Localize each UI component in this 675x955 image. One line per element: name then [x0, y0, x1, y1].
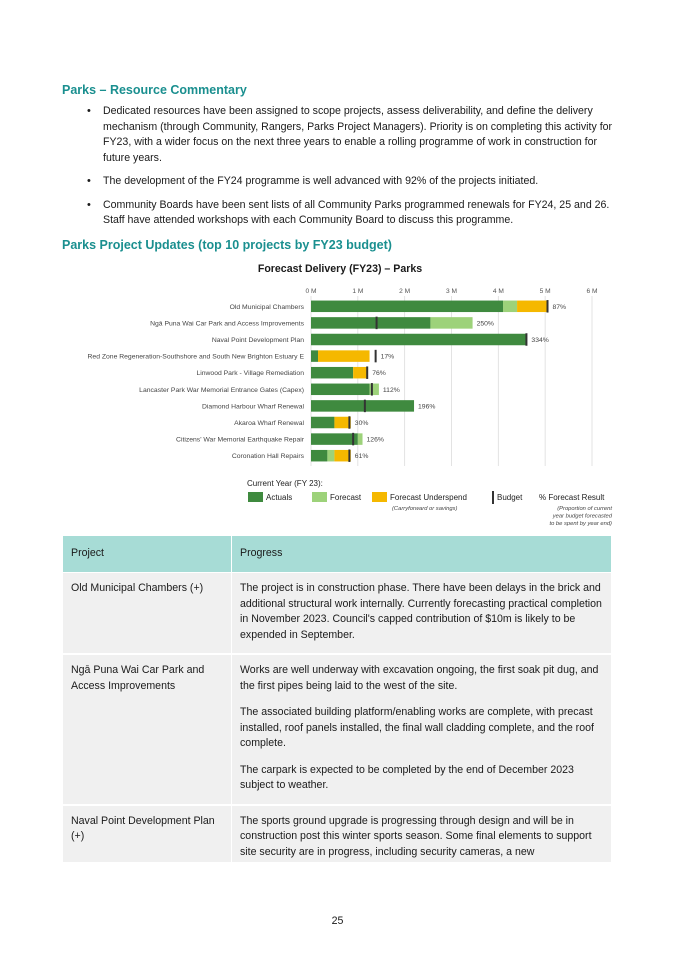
progress-paragraph: The sports ground upgrade is progressing through design and will be in construction post this winter sports season. Some final elements to support site security are in progress, including security cameras, a new: [240, 814, 592, 858]
legend-label: Forecast: [330, 493, 362, 502]
result-label: 76%: [372, 370, 386, 378]
project-progress-table: [62, 535, 612, 862]
progress-cell: [232, 654, 612, 805]
bullet-item: • Dedicated resources have been assigned to scope projects, assess deliverability, and define the delivery mechanism (through Community, Rangers, Parks Project Managers). Priority is on completing this activity for FY23, with a wider focus on the next three years to enable a rolling programme of work in construction for future years.: [62, 104, 622, 166]
result-label: 61%: [354, 453, 369, 461]
resource-commentary-heading: Parks – Resource Commentary: [62, 83, 247, 97]
category-label: Red Zone Regeneration-Southshore and South New Brighton Estuary E: [87, 353, 304, 361]
progress-paragraph: The project is in construction phase. There have been delays in the brick and additional structural work internally. Currently forecasting practical completion in November 2023. Council's capped contribution of $10m is likely to be expended in September.: [240, 582, 602, 641]
progress-paragraph: Works are well underway with excavation ongoing, the first soak pit dug, and the first pipes being laid to the west of the site.: [240, 664, 599, 692]
progress-cell: [232, 805, 612, 863]
bullet-item: • Community Boards have been sent lists of all Community Parks programmed renewals for FY24, 25 and 26. Staff have attended workshops with each Community Board to discuss this programme.: [62, 198, 622, 229]
legend-label: Budget: [497, 493, 523, 502]
result-label: 126%: [366, 436, 384, 444]
progress-paragraph: The associated building platform/enabling works are complete, with precast installed, roof panels installed, the final wall cladding complete, and the roof complete.: [240, 706, 594, 749]
result-label: 196%: [418, 403, 436, 411]
legend-sublabel: (Carryforward or savings): [392, 506, 458, 512]
project-cell: Ngā Puna Wai Car Park and Access Improvements: [63, 654, 232, 805]
result-label: 112%: [382, 386, 400, 394]
column-header-progress: Progress: [232, 536, 612, 573]
x-tick-label: 0 M: [305, 288, 317, 295]
legend-label: % Forecast Result: [539, 493, 605, 502]
page-number: 25: [331, 915, 344, 927]
table-row: [63, 654, 612, 805]
project-updates-heading: Parks Project Updates (top 10 projects by FY23 budget): [62, 238, 392, 252]
legend-sublabel: year budget forecasted: [552, 513, 612, 520]
table-row: [63, 573, 612, 655]
category-label: Diamond Harbour Wharf Renewal: [202, 403, 304, 411]
legend-sublabel: (Proportion of current: [557, 506, 612, 512]
x-tick-label: 6 M: [586, 288, 598, 295]
legend-label: Actuals: [266, 493, 293, 502]
x-tick-label: 5 M: [539, 288, 551, 295]
legend-title: Current Year (FY 23):: [247, 479, 323, 488]
x-tick-label: 4 M: [492, 288, 504, 295]
column-header-project: Project: [63, 536, 232, 573]
category-label: Citizens' War Memorial Earthquake Repair: [176, 436, 304, 444]
result-label: 250%: [476, 320, 494, 328]
result-label: 17%: [380, 353, 395, 361]
result-label: 87%: [552, 303, 567, 311]
category-label: Coronation Hall Repairs: [231, 453, 304, 461]
project-cell: Naval Point Development Plan (+): [63, 805, 232, 863]
bullet-item: • The development of the FY24 programme is well advanced with 92% of the projects initiated.: [62, 174, 622, 190]
legend-label: Forecast Underspend: [390, 493, 467, 502]
progress-paragraph: The carpark is expected to be completed by the end of December 2023 subject to weather.: [240, 763, 574, 791]
table-row: [63, 805, 612, 863]
progress-cell: [232, 573, 612, 655]
category-label: Akaroa Wharf Renewal: [234, 420, 304, 427]
x-tick-label: 1 M: [352, 288, 364, 295]
x-tick-label: 2 M: [399, 288, 411, 295]
result-label: 334%: [531, 337, 549, 344]
category-label: Old Municipal Chambers: [229, 303, 304, 311]
legend-sublabel: to be spent by year end): [549, 521, 612, 527]
table-header-row: [63, 536, 612, 573]
chart-title: Forecast Delivery (FY23) – Parks: [257, 263, 423, 275]
category-label: Linwood Park - Village Remediation: [196, 370, 304, 378]
category-label: Lancaster Park War Memorial Entrance Gates (Capex): [139, 386, 304, 394]
result-label: 30%: [354, 420, 369, 427]
x-tick-label: 3 M: [446, 288, 457, 295]
category-label: Naval Point Development Plan: [211, 337, 304, 344]
project-cell: Old Municipal Chambers (+): [63, 573, 232, 655]
category-label: Ngā Puna Wai Car Park and Access Improvements: [150, 320, 304, 328]
